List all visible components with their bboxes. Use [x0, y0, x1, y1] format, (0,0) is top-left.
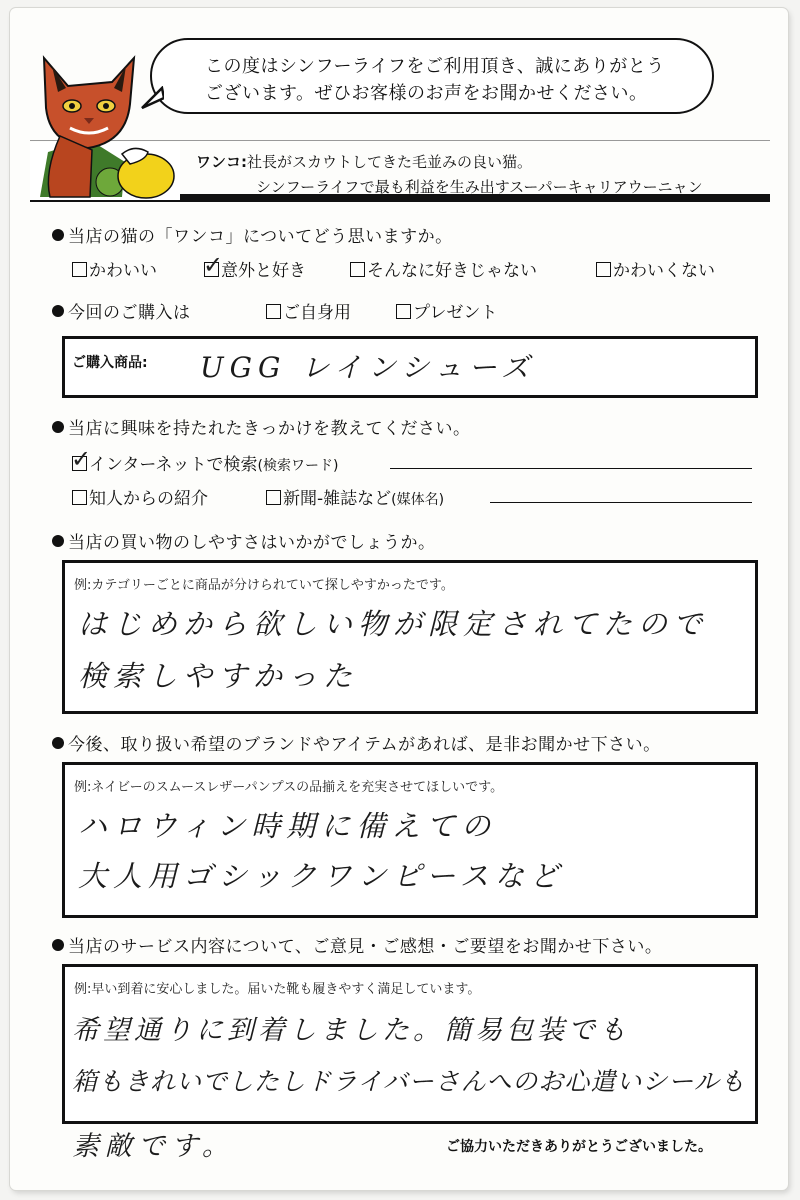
q2-option-self[interactable]: ご自身用 — [266, 298, 351, 323]
bullet-icon — [52, 939, 64, 951]
q3-question: 当店に興味を持たれたきっかけを教えてください。 — [52, 414, 471, 439]
wanko-label: ワンコ: — [196, 153, 247, 171]
q4-answer-line2: 検索しやすかった — [78, 659, 359, 693]
checkbox[interactable] — [396, 304, 411, 319]
q1-option-sonnani[interactable]: そんなに好きじゃない — [350, 256, 537, 281]
checkbox-checked[interactable] — [203, 251, 224, 279]
q6-answer-line3: 素敵です。 — [72, 1131, 235, 1162]
wanko-line1: 社長がスカウトしてきた毛並みの良い猫。 — [247, 153, 533, 171]
wanko-line2: シンフーライフで最も利益を生み出すスーパーキャリアウーニャン — [256, 178, 703, 196]
q5-question: 今後、取り扱い希望のブランドやアイテムがあれば、是非お聞かせ下さい。 — [52, 730, 661, 755]
media-name-line[interactable] — [490, 502, 752, 503]
q6-question: 当店のサービス内容について、ご意見・ご感想・ご要望をお聞かせ下さい。 — [52, 932, 662, 957]
q3-option-internet[interactable]: ✓ インターネットで検索(検索ワード) — [71, 445, 339, 475]
checkbox[interactable] — [266, 490, 281, 505]
checkmark-icon: ✓ — [71, 445, 92, 473]
bullet-icon — [52, 305, 64, 317]
q2-option-present[interactable]: プレゼント — [396, 298, 497, 323]
q2-question: 今回のご購入は — [52, 298, 191, 323]
q6-answer-line1: 希望通りに到着しました。簡易包装でも — [72, 1015, 630, 1046]
q6-answer-line2: 箱もきれいでしたしドライバーさんへのお心遣いシールも — [72, 1067, 746, 1096]
q5-answer-line2: 大人用ゴシックワンピースなど — [78, 859, 565, 893]
bullet-icon — [52, 737, 64, 749]
checkbox[interactable] — [72, 262, 87, 277]
q1-option-kawaii[interactable]: かわいい — [72, 256, 157, 281]
q5-example: 例:ネイビーのスムースレザーパンプスの品揃えを充実させてほしいです。 — [74, 780, 504, 795]
greeting-text — [205, 53, 725, 107]
q3-option-press[interactable]: 新聞-雑誌など(媒体名) — [266, 484, 444, 509]
checkbox[interactable] — [596, 262, 611, 277]
footer-thanks: ご協力いただきありがとうございました。 — [446, 1139, 712, 1155]
q6-example: 例:早い到着に安心しました。届いた靴も履きやすく満足しています。 — [74, 982, 481, 997]
product-label: ご購入商品: — [72, 355, 148, 371]
wanko-description — [196, 150, 703, 200]
q4-question: 当店の買い物のしやすさはいかがでしょうか。 — [52, 528, 436, 553]
cat-mascot-icon — [30, 52, 180, 200]
bullet-icon — [52, 535, 64, 547]
q4-example: 例:カテゴリーごとに商品が分けられていて探しやすかったです。 — [74, 578, 454, 593]
checkmark-icon: ✓ — [203, 251, 224, 279]
bullet-icon — [52, 229, 64, 241]
q1-option-igai[interactable]: ✓ 意外と好き — [203, 251, 306, 281]
product-value: UGG レインシューズ — [200, 351, 536, 384]
bullet-icon — [52, 421, 64, 433]
q1-question: 当店の猫の「ワンコ」についてどう思いますか。 — [52, 222, 453, 247]
checkbox[interactable] — [350, 262, 365, 277]
search-word-line[interactable] — [390, 468, 752, 469]
q4-answer-line1: はじめから欲しい物が限定されてたので — [78, 607, 709, 641]
q3-option-friend[interactable]: 知人からの紹介 — [72, 484, 208, 509]
q5-answer-line1: ハロウィン時期に備えての — [78, 809, 497, 843]
greeting-line1: この度はシンフーライフをご利用頂き、誠にありがとう — [205, 56, 665, 77]
q1-option-kawaikunai[interactable]: かわいくない — [596, 256, 715, 281]
greeting-line2: ございます。ぜひお客様のお声をお聞かせください。 — [205, 83, 648, 104]
checkbox[interactable] — [72, 490, 87, 505]
checkbox[interactable] — [266, 304, 281, 319]
checkbox-checked[interactable] — [71, 445, 92, 473]
